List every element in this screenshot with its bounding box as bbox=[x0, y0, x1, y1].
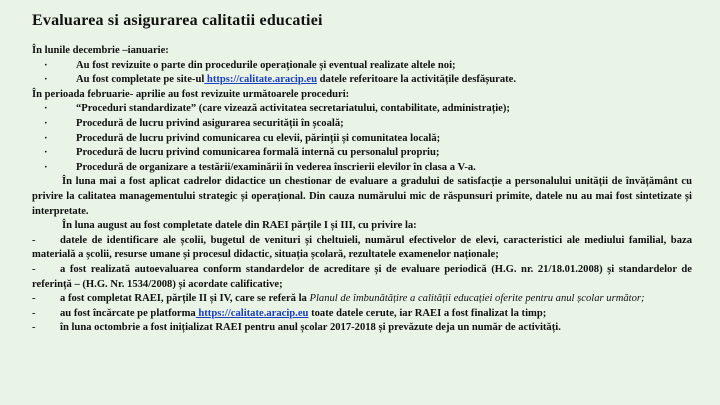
calitate-aracip-link[interactable]: https://calitate.aracip.eu bbox=[195, 307, 309, 319]
list-item bbox=[32, 132, 692, 147]
list-item-text: Procedură de lucru privind asigurarea securității în școală; bbox=[76, 117, 344, 129]
list-item-text: Au fost completate pe site-ul https://calitate.aracip.eu datele referitoare la activitățile desfășurate. bbox=[76, 74, 517, 86]
list-item-text: Au fost revizuite o parte din procedurile operaționale și eventual realizate altele noi; bbox=[76, 59, 456, 71]
dash-marker: - bbox=[32, 234, 36, 246]
paragraph-august: În luna august au fost completate datele din RAEI părțile I și III, cu privire la: bbox=[62, 220, 417, 232]
list-item-text: a fost realizată autoevaluarea conform standardelor de acreditare și de evaluare periodică (H.G. nr. 21/18.01.2008) și standardelor de referință – (H.G. Nr. 1534/2008) și acordate calificative; bbox=[32, 263, 692, 290]
bullet-marker: · bbox=[44, 117, 48, 129]
paragraph-questionnaire: În luna mai a fost aplicat cadrelor didactice un chestionar de evaluare a gradului de satisfacție a personalului unității de învățământ cu privire la calitatea managementului strategic și operațional. Din cauza numărului mic de răspunsuri primite, datele nu au mai fost sintetizate și interpretate. bbox=[32, 176, 692, 217]
dash-marker: - bbox=[32, 263, 36, 275]
list-item-text: Procedură de lucru privind comunicarea cu elevii, părinții și comunitatea locală; bbox=[76, 132, 441, 144]
bullet-marker: · bbox=[44, 147, 48, 159]
slide-title: Evaluarea si asigurarea calitatii educatiei bbox=[32, 12, 323, 29]
dash-marker: - bbox=[32, 322, 36, 334]
bullet-marker: · bbox=[44, 161, 48, 173]
list-item bbox=[32, 102, 692, 117]
improvement-plan-text: Planul de îmbunătățire a calității educației oferite pentru anul școlar următor; bbox=[309, 293, 645, 305]
list-item-text: Procedură de organizare a testării/examinării în vederea înscrierii elevilor în clasa a V-a. bbox=[76, 161, 476, 173]
bullet-marker: · bbox=[44, 132, 48, 144]
list-item-text: “Proceduri standardizate” (care vizează activitatea secretariatului, contabilitate, administrație); bbox=[76, 103, 510, 115]
list-item bbox=[32, 263, 692, 292]
list-item bbox=[32, 234, 692, 263]
list-item bbox=[32, 146, 692, 161]
list-item bbox=[32, 117, 692, 132]
list-item-text: datele de identificare ale școlii, bugetul de venituri și cheltuieli, numărul efectivelor de elevi, caracteristici ale mediului familial, baza materială a școlii, resurse umane și procesul didactic, situația școlară, rezultatele examenelor naționale; bbox=[32, 234, 692, 261]
calitate-aracip-link[interactable]: https://calitate.aracip.eu bbox=[204, 74, 317, 86]
list-item-text: în luna octombrie a fost inițializat RAEI pentru anul școlar 2017-2018 și prevăzute deja un număr de activități. bbox=[60, 322, 561, 334]
list-item bbox=[32, 161, 692, 176]
bullet-marker: · bbox=[44, 103, 48, 115]
list-item-text: Procedură de lucru privind comunicarea formală internă cu personalul propriu; bbox=[76, 147, 440, 159]
dash-marker: - bbox=[32, 293, 36, 305]
list-item-text: a fost completat RAEI, părțile II și IV, care se referă la bbox=[60, 293, 310, 305]
list-item bbox=[32, 59, 692, 74]
bullet-marker: · bbox=[44, 59, 48, 71]
slide-content bbox=[32, 44, 692, 336]
intro-december-january: În lunile decembrie –ianuarie: bbox=[32, 45, 169, 56]
list-item: - au fost încărcate pe platforma https://calitate.aracip.eu toate datele cerute, iar RAEI a fost finalizat la timp; bbox=[32, 307, 692, 322]
list-item bbox=[32, 292, 692, 307]
intro-february-april: În perioada februarie- aprilie au fost revizuite următoarele proceduri: bbox=[32, 88, 350, 100]
list-item bbox=[32, 73, 692, 88]
dash-marker: - bbox=[32, 307, 36, 319]
list-item bbox=[32, 321, 692, 336]
bullet-marker: · bbox=[44, 74, 48, 86]
